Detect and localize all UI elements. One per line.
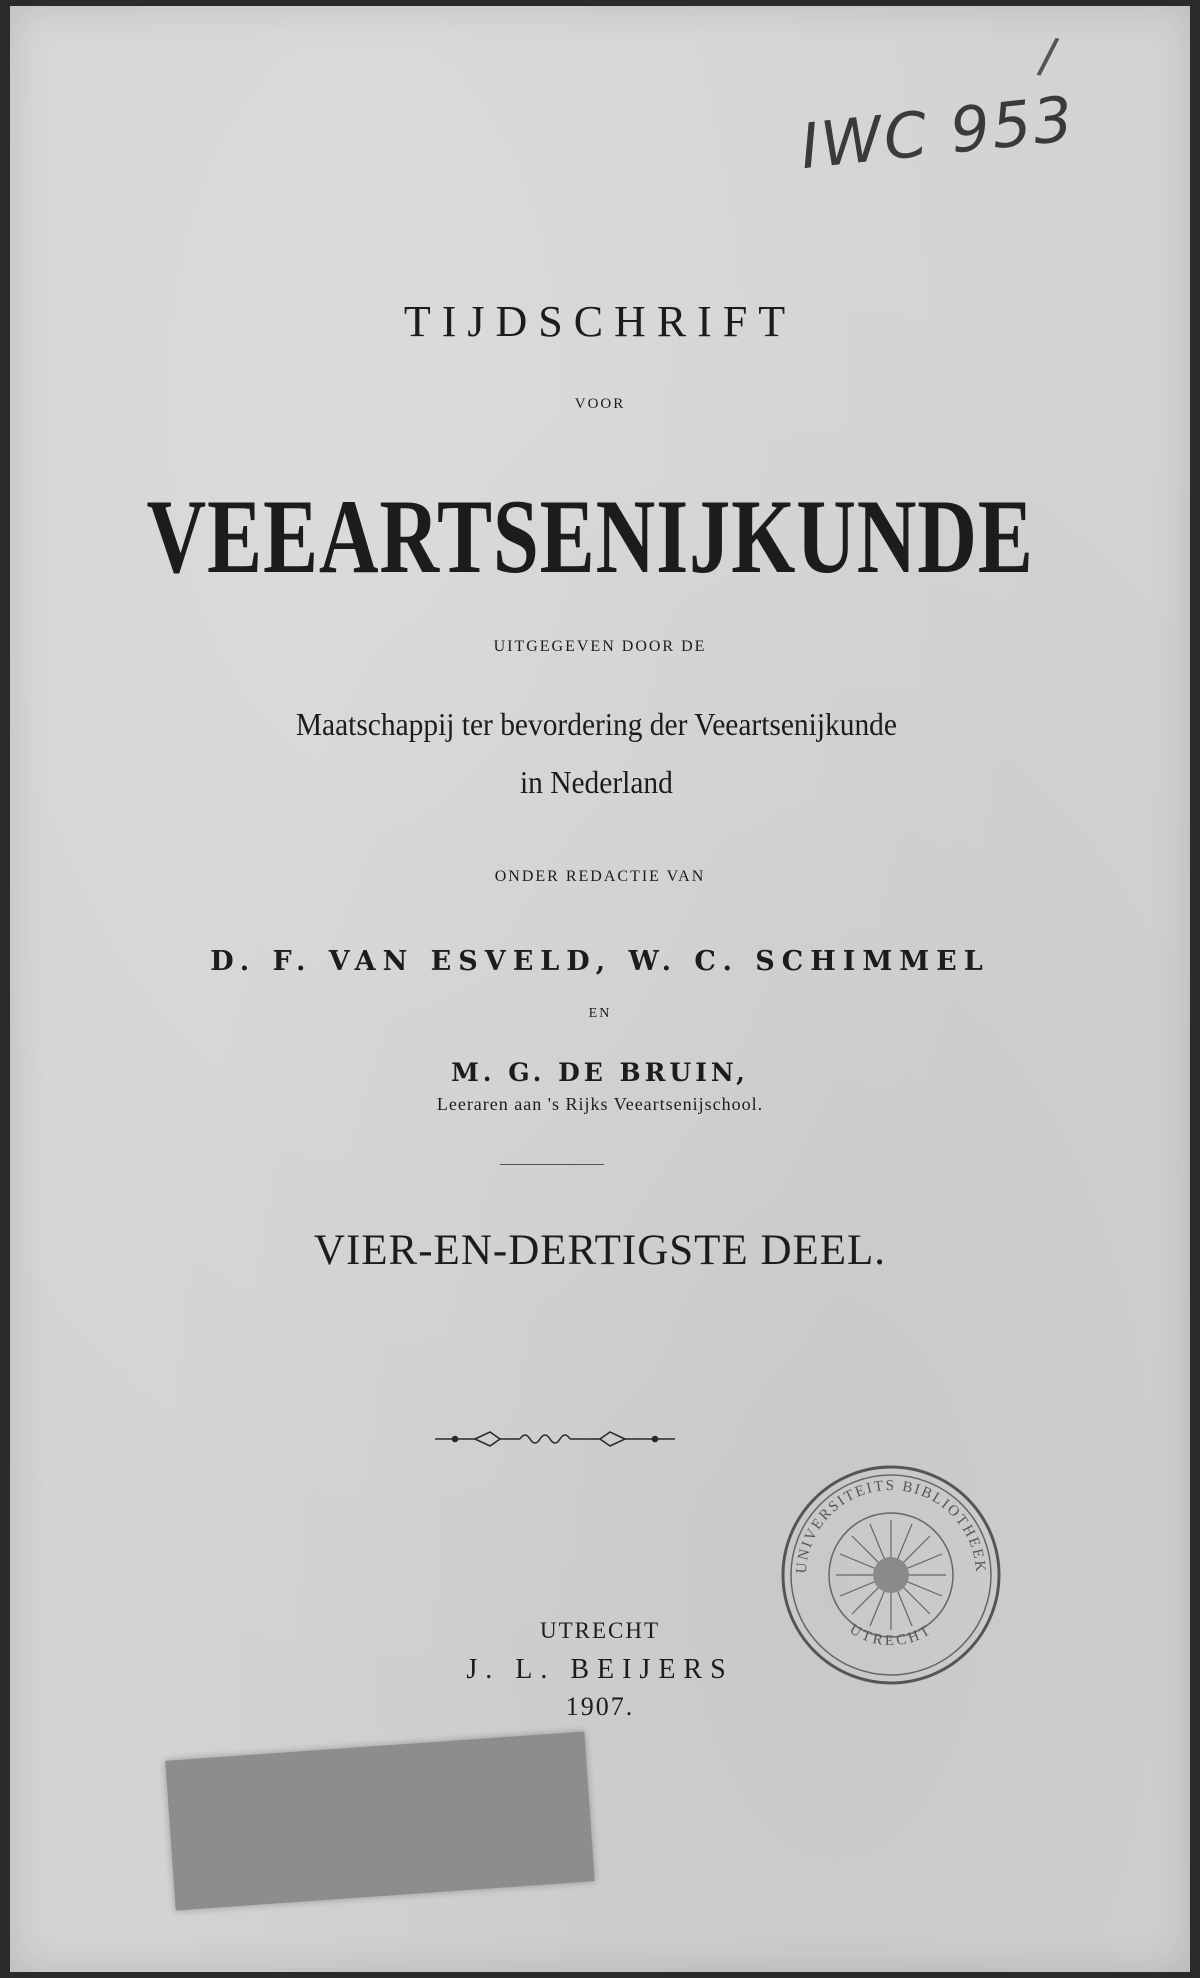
- stamp-text-top: UNIVERSITEITS BIBLIOTHEEK: [793, 1477, 989, 1575]
- editors-names: D. F. VAN ESVELD, W. C. SCHIMMEL: [210, 946, 990, 977]
- publisher-society-line1: Maatschappij ter bevordering der Veeartsenijkunde: [295, 706, 897, 742]
- imprint-city: UTRECHT: [539, 1618, 661, 1643]
- imprint-publisher: J. L. BEIJERS: [466, 1654, 734, 1685]
- editors-role: Leeraren aan 's Rijks Veeartsenijschool.: [436, 1094, 764, 1114]
- volume-label: VIER-EN-DERTIGSTE DEEL.: [313, 1227, 887, 1274]
- editors-intro: ONDER REDACTIE VAN: [494, 868, 706, 885]
- publisher-intro: UITGEGEVEN DOOR DE: [493, 638, 707, 655]
- stamp-text-bottom: UTRECHT: [846, 1621, 936, 1650]
- editors-last-name: M. G. DE BRUIN,: [451, 1058, 749, 1087]
- publisher-society-line2: in Nederland: [519, 764, 673, 800]
- title-connector: VOOR: [574, 396, 626, 412]
- title-journal: TIJDSCHRIFT: [403, 297, 797, 346]
- shelfmark-flag-mark: /: [1035, 27, 1061, 85]
- imprint-year: 1907.: [565, 1692, 635, 1721]
- shelfmark-handwriting: IWC 953: [796, 81, 1078, 184]
- divider-rule: [500, 1164, 604, 1165]
- title-main: VEEARTSENIJKUNDE: [146, 478, 1034, 595]
- ornament-icon: [430, 1424, 680, 1454]
- editors-conjunction: EN: [588, 1006, 612, 1021]
- label-sticker: [165, 1732, 594, 1911]
- title-page: [10, 6, 1190, 1972]
